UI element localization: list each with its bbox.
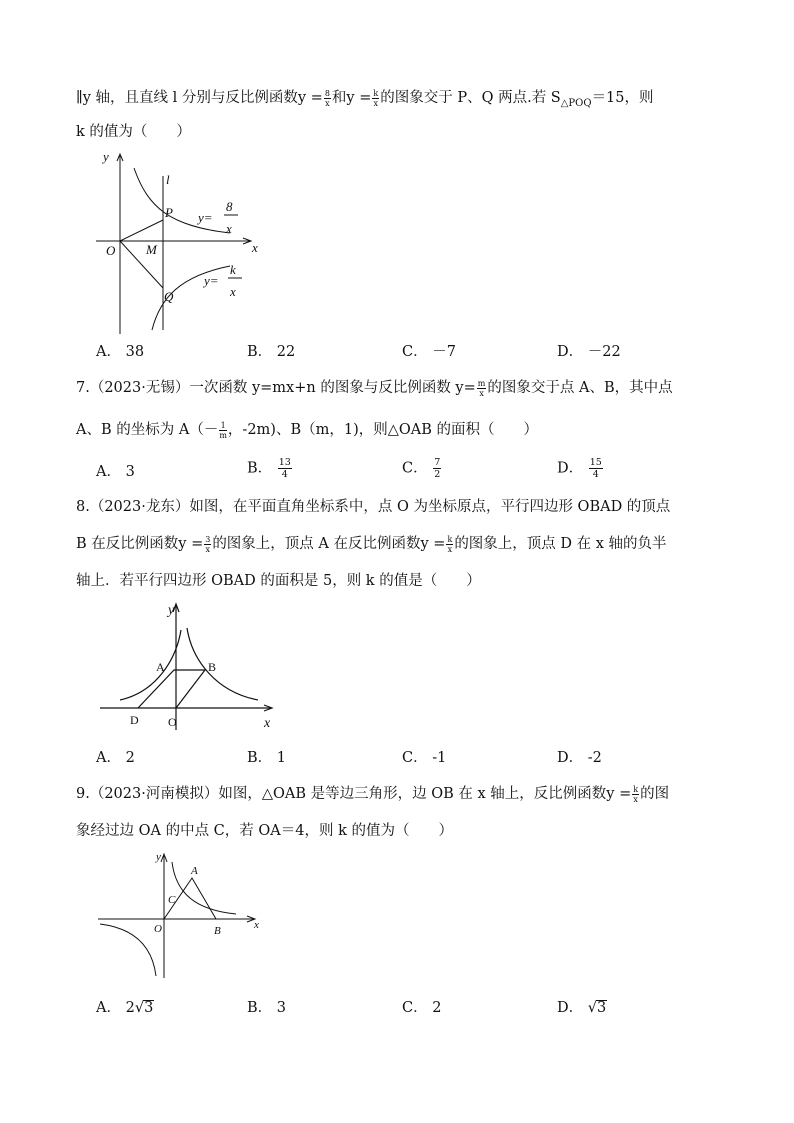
q8-option-b[interactable]: B． 1 bbox=[247, 750, 286, 766]
q9-option-b[interactable]: B． 3 bbox=[247, 1000, 286, 1016]
q6-segment-OP bbox=[120, 220, 163, 241]
q6-label-l: l bbox=[166, 172, 170, 187]
q8-option-a[interactable]: A． 2 bbox=[96, 750, 135, 766]
q7-fraction-m-over-x: $\frac{m}{x}$ bbox=[477, 378, 486, 398]
q6-option-c[interactable]: C． －7 bbox=[402, 344, 456, 360]
q9-label-C: C bbox=[168, 894, 176, 906]
q8-curve-3-over-x bbox=[187, 628, 258, 700]
q9-label-A: A bbox=[191, 865, 198, 877]
q9-text: 9.（2023·河南模拟）如图，△OAB 是等边三角形，边 OB 在 x 轴上，反比例函数y = bbox=[76, 786, 632, 802]
q7-text: A、B 的坐标为 A（－ bbox=[76, 422, 219, 438]
q6-text-line2: k 的值为（ ） bbox=[76, 124, 191, 140]
q6-option-a[interactable]: A． 38 bbox=[96, 344, 145, 360]
q8-text: B 在反比例函数y = bbox=[76, 536, 204, 552]
q8-label-A: A bbox=[156, 660, 165, 674]
q6-text: 的图象交于 P、Q 两点.若 S bbox=[380, 90, 561, 106]
q6-label-y: y bbox=[103, 149, 109, 164]
q8-curve-k-over-x bbox=[120, 630, 181, 700]
q7-text: ，-2m)、B（m，1)，则△OAB 的面积（ ） bbox=[227, 422, 539, 438]
q6-text: ∥y 轴，且直线 l 分别与反比例函数y = bbox=[76, 90, 323, 106]
q9-label-B: B bbox=[214, 925, 221, 937]
q9-option-a[interactable]: A． 2√3 bbox=[96, 1000, 154, 1016]
q8-text-line2 bbox=[76, 534, 667, 554]
q7-text: 的图象交于点 A、B，其中点 bbox=[487, 380, 673, 396]
q9-curve-quadrant-1 bbox=[172, 862, 236, 914]
q8-fraction-k-over-x: $\frac{k}{x}$ bbox=[447, 534, 453, 554]
q6-curve-8-over-x bbox=[134, 168, 230, 233]
q8-fraction-3-over-x: $\frac{3}{x}$ bbox=[205, 534, 211, 554]
q6-label-M: M bbox=[146, 242, 157, 257]
q8-figure bbox=[96, 600, 281, 735]
q9-figure bbox=[96, 848, 266, 983]
q6-option-d[interactable]: D． －22 bbox=[557, 344, 621, 360]
q8-label-x: x bbox=[264, 716, 271, 731]
q9-option-d[interactable]: D． √3 bbox=[557, 1000, 607, 1016]
q7-option-b[interactable]: B． $\frac{13}{4}$ bbox=[247, 457, 291, 480]
q6-eq1-num: 8 bbox=[226, 199, 233, 214]
q8-text: 的图象上，顶点 A 在反比例函数y = bbox=[212, 536, 446, 552]
q9-fraction-k-over-x: $\frac{k}{x}$ bbox=[633, 784, 639, 804]
q9-label-y: y bbox=[156, 851, 161, 863]
q9-label-x: x bbox=[254, 919, 259, 931]
q9-curve-quadrant-3 bbox=[100, 924, 156, 976]
q8-label-y: y bbox=[168, 603, 175, 618]
q6-text-line1 bbox=[76, 88, 654, 114]
q6-triangle-subscript: △POQ bbox=[560, 97, 592, 109]
q6-label-x: x bbox=[252, 240, 258, 255]
q6-fraction-k-over-x: $\frac{k}{x}$ bbox=[373, 88, 379, 108]
q6-label-O: O bbox=[106, 243, 116, 258]
q6-eq1-lhs: y= bbox=[198, 210, 213, 225]
q6-text: 和y = bbox=[331, 90, 372, 106]
q9-text: 的图 bbox=[640, 786, 670, 802]
q8-label-D: D bbox=[130, 713, 139, 727]
q8-label-O: O bbox=[168, 715, 177, 729]
q6-eq1-den: x bbox=[226, 221, 232, 236]
q8-text: 的图象上，顶点 D 在 x 轴的负半 bbox=[454, 536, 667, 552]
q7-text-line1 bbox=[76, 378, 673, 398]
q6-eq2-num: k bbox=[230, 262, 236, 277]
q8-label-B: B bbox=[208, 660, 217, 674]
q8-option-c[interactable]: C． -1 bbox=[402, 750, 447, 766]
q8-option-d[interactable]: D． -2 bbox=[557, 750, 602, 766]
q6-label-Q: Q bbox=[164, 289, 174, 304]
q9-label-O: O bbox=[154, 923, 162, 935]
q9-option-c[interactable]: C． 2 bbox=[402, 1000, 442, 1016]
q6-eq2-den: x bbox=[230, 284, 236, 299]
q7-option-a[interactable]: A． 3 bbox=[96, 464, 135, 480]
q8-text-line3: 轴上．若平行四边形 OBAD 的面积是 5，则 k 的值是（ ） bbox=[76, 573, 481, 589]
q6-eq2-lhs: y= bbox=[204, 273, 219, 288]
q8-parallelogram bbox=[138, 670, 205, 708]
q7-fraction-1-over-m: $\frac{1}{m}$ bbox=[219, 420, 227, 440]
q6-figure bbox=[90, 148, 260, 338]
q6-label-P: P bbox=[165, 205, 173, 220]
q6-fraction-8-over-x: $\frac{8}{x}$ bbox=[324, 88, 330, 108]
q7-option-d[interactable]: D． $\frac{15}{4}$ bbox=[557, 457, 602, 480]
q9-text-line1 bbox=[76, 784, 669, 804]
q6-option-b[interactable]: B． 22 bbox=[247, 344, 296, 360]
q9-text-line2: 象经过边 OA 的中点 C，若 OA＝4，则 k 的值为（ ） bbox=[76, 823, 453, 839]
q7-text: 7.（2023·无锡）一次函数 y=mx+n 的图象与反比例函数 y= bbox=[76, 380, 476, 396]
q8-text-line1: 8.（2023·龙东）如图，在平面直角坐标系中，点 O 为坐标原点，平行四边形 OBAD 的顶点 bbox=[76, 499, 671, 515]
q7-option-c[interactable]: C． $\frac{7}{2}$ bbox=[402, 457, 441, 480]
q6-text: ＝15，则 bbox=[591, 90, 654, 106]
q7-text-line2 bbox=[76, 420, 538, 440]
